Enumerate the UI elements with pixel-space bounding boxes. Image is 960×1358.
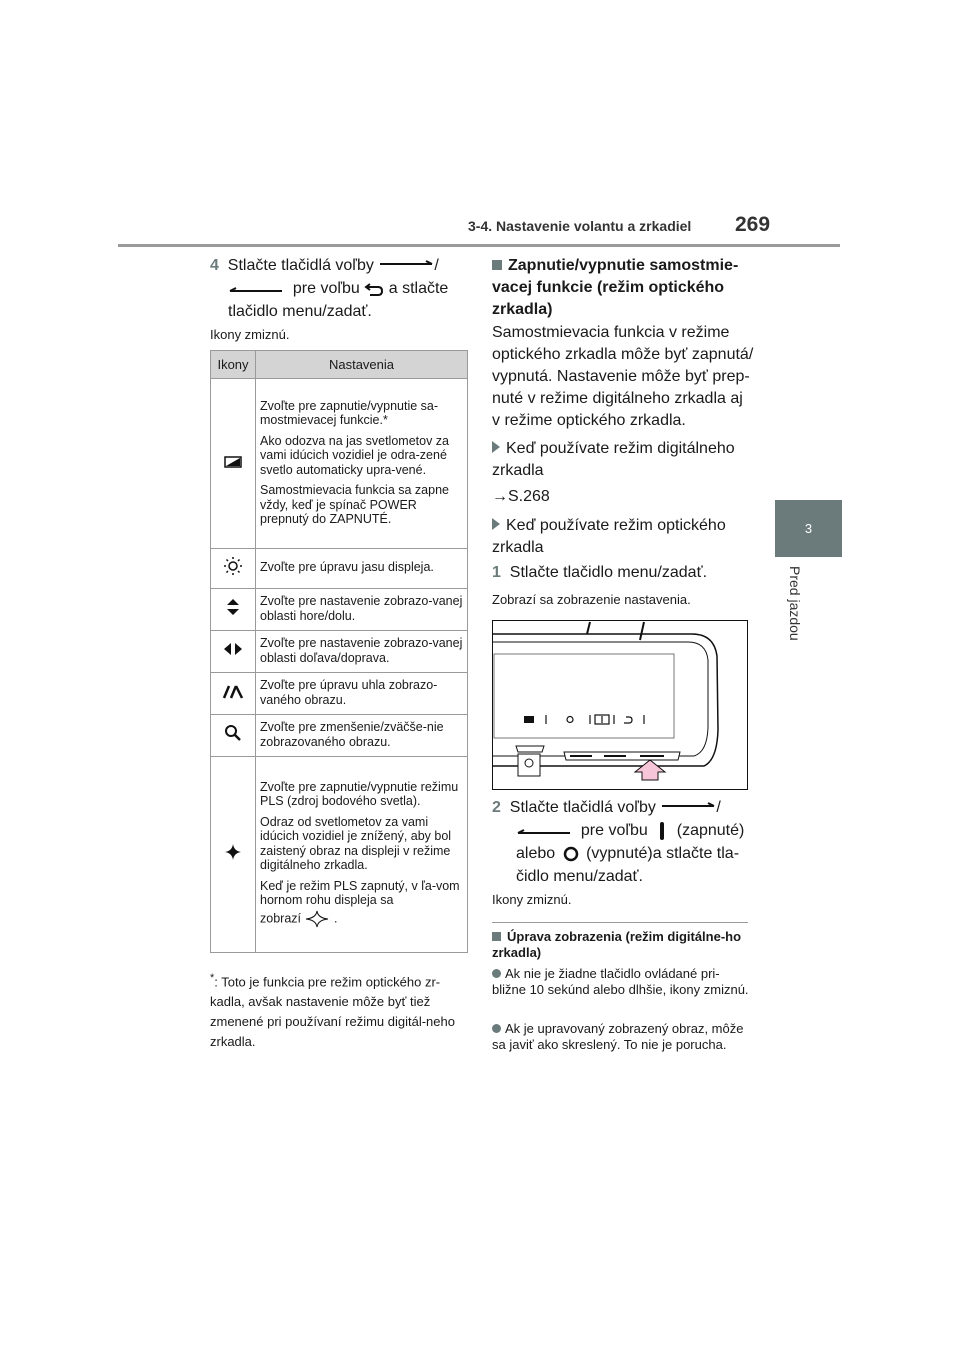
tilt-icon [222,683,244,699]
step-2-line-4: čidlo menu/zadať. [516,868,643,885]
step-4-line-3: tlačidlo menu/zadať. [228,303,372,320]
table-row [211,549,468,589]
table-row [211,379,468,549]
step-1: 1 Stlačte tlačidlo menu/zadať. [492,564,708,581]
col-header-settings: Nastavenia [256,351,468,379]
zoom-icon [224,724,242,742]
chapter-tab: 3 [775,500,842,557]
table-row [211,715,468,757]
note-2: Ak je upravovaný zobrazený obraz, môže sa javiť ako skreslený. To nie je porucha. [492,1021,744,1052]
step-2-line-2: pre voľbu (zapnuté) [516,820,744,842]
left-right-icon [223,642,243,656]
row-text: Zvoľte pre zapnutie/vypnutie režimu PLS (zdroj bodového svetla). [260,779,459,808]
pls-outline-icon [304,910,330,928]
step-4-line-2: pre voľbu a stlačte [228,278,448,300]
row-text: Ako odozva na jas svetlometov za vami idúcich vozidiel je odra-zené svetlo automaticky upra-vené. [260,433,449,477]
select-bar-icon [228,283,284,295]
icons-change-note-2: Ikony zmiznú. [492,892,572,907]
bullet-optical: Keď používate režim optického zrkadla [492,517,726,556]
row-text: Odraz od svetlometov za vami idúcich vozidiel je znížený, aby bol zaistený obraz na displeji v režime digitálneho zrkadla. [260,814,452,872]
row-text: Zvoľte pre nastavenie zobrazo-vanej oblasti hore/dolu. [260,594,463,623]
note-1: Ak nie je žiadne tlačidlo ovládané pri-bližne 10 sekúnd alebo dlhšie, ikony zmiznú. [492,966,749,997]
icons-change-note: Ikony zmiznú. [210,327,290,342]
mirror-illustration [492,620,748,790]
section-divider [492,922,748,923]
pls-icon [224,843,242,861]
table-row [211,673,468,715]
section-title: 3-4. Nastavenie volantu a zrkadiel [468,218,692,234]
intro-paragraph: Samostmievacia funkcia v režime optického zrkadla môže byť zapnutá/ vypnutá. Nastavenie môže byť prep-nuté v režime digitálneho zrkadla aj v režime optického zrkadla. [492,324,754,429]
col-header-icons: Ikony [211,351,256,379]
section-heading: Zapnutie/vypnutie samostmie-vacej funkcie (režim optického zrkadla) [492,257,739,318]
triangle-bullet-icon [492,441,500,453]
up-down-icon [226,598,240,616]
dimming-icon [224,456,242,468]
bullet-digital: Keď používate režim digitálneho zrkadla [492,440,735,479]
row-text: zobrazí . [260,910,464,928]
row-text: Zvoľte pre zapnutie/vypnutie sa-mostmievacej funkcie.* [260,398,439,427]
footnote: *: Toto je funkcia pre režim optického zr-kadla, avšak nastavenie môže byť tiež zmenené pri používaní režimu digitál-neho zrkadla. [210,972,455,1050]
on-bar-icon [652,820,672,842]
select-bar-icon [516,825,572,837]
table-row [211,757,468,953]
row-text: Samostmievacia funkcia sa zapne vždy, keď je spínač POWER prepnutý do ZAPNUTÉ. [260,483,449,526]
row-text: Zvoľte pre úpravu uhla zobrazo-vaného obrazu. [260,678,438,707]
select-bar-icon [378,260,434,272]
step-4-line-1: 4 Stlačte tlačidlá voľby / [210,257,439,274]
brightness-icon [223,556,243,576]
table-row [211,589,468,631]
triangle-bullet-icon [492,518,500,530]
return-icon [364,281,384,297]
step-1-note: Zobrazí sa zobrazenie nastavenia. [492,592,691,607]
row-text: Zvoľte pre zmenšenie/zväčše-nie zobrazovaného obrazu. [260,720,444,749]
square-bullet-icon [492,932,501,941]
select-bar-icon [660,802,716,814]
off-circle-icon [560,845,582,863]
subheading: Úprava zobrazenia (režim digitálne-ho zrkadla) [492,929,742,960]
dot-bullet-icon [492,969,501,978]
row-text: Keď je režim PLS zapnutý, v ľa-vom hornom rohu displeja sa [260,878,460,907]
chapter-label: Pred jazdou [787,566,803,641]
table-row [211,631,468,673]
header-rule [118,244,840,247]
dot-bullet-icon [492,1024,501,1033]
page-reference[interactable]: →S.268 [492,488,550,505]
row-text: Zvoľte pre nastavenie zobrazo-vanej oblasti doľava/doprava. [260,636,463,665]
settings-table [210,350,468,953]
page-number: 269 [735,213,771,236]
row-text: Zvoľte pre úpravu jasu displeja. [260,560,434,575]
square-bullet-icon [492,260,502,270]
step-2-line-3: alebo (vypnuté)a stlačte tla- [516,845,740,862]
step-2-line-1: 2 Stlačte tlačidlá voľby / [492,799,721,816]
